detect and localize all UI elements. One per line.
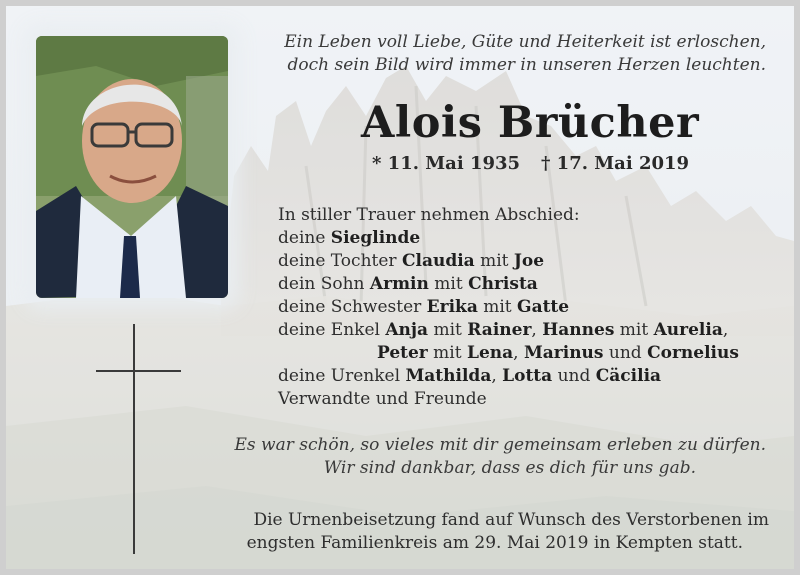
text: ,	[531, 320, 543, 340]
closing-line1: Die Urnenbeisetzung fand auf Wunsch des Verstorbenen im	[253, 510, 769, 530]
name: Lena	[466, 343, 514, 363]
text: ,	[513, 343, 524, 363]
text: ,	[722, 320, 729, 340]
text: deine	[278, 228, 331, 248]
quote-bottom-line1: Es war schön, so vieles mit dir gemeinsam erleben zu dürfen.	[234, 435, 766, 455]
name: Rainer	[467, 320, 532, 340]
quote-top-line2: doch sein Bild wird immer in unseren Herzen leuchten.	[287, 55, 766, 75]
text: mit	[427, 343, 467, 363]
text: deine Schwester	[278, 297, 427, 317]
name: Claudia	[401, 251, 475, 271]
name: Armin	[369, 274, 429, 294]
cross-icon-bar	[96, 370, 181, 372]
text: dein Sohn	[278, 274, 370, 294]
mourner-line-great-grandchildren	[278, 365, 661, 388]
mourner-line-son	[278, 273, 538, 296]
birth-date: * 11. Mai 1935	[372, 153, 521, 174]
text: mit	[477, 297, 518, 317]
name: Hannes	[542, 320, 615, 340]
name: Erika	[426, 297, 478, 317]
text: mit	[614, 320, 654, 340]
closing-line2: engsten Familienkreis am 29. Mai 2019 in Kempten statt.	[246, 533, 743, 553]
mourner-line-partner	[278, 227, 420, 250]
name: Cornelius	[647, 343, 739, 363]
mourner-line-relatives: Verwandte und Freunde	[278, 389, 487, 409]
text: ,	[491, 366, 503, 386]
death-date: † 17. Mai 2019	[541, 153, 690, 174]
text: und	[603, 343, 648, 363]
mourner-line-daughter	[278, 250, 544, 273]
quote-top-line1: Ein Leben voll Liebe, Güte und Heiterkeit ist erloschen,	[284, 32, 766, 52]
text: deine Tochter	[278, 251, 402, 271]
name: Christa	[468, 274, 538, 294]
text: und	[552, 366, 596, 386]
name: Sieglinde	[330, 228, 421, 248]
name: Aurelia	[653, 320, 723, 340]
mourners-intro: In stiller Trauer nehmen Abschied:	[278, 205, 580, 225]
name: Joe	[513, 251, 545, 271]
name: Mathilda	[405, 366, 492, 386]
mourner-line-grandchildren-2	[377, 342, 739, 365]
text: deine Urenkel	[278, 366, 406, 386]
text: deine Enkel	[278, 320, 386, 340]
text: mit	[474, 251, 514, 271]
portrait-photo-image	[36, 36, 228, 298]
deceased-name: Alois Brücher	[361, 98, 700, 148]
name: Anja	[385, 320, 429, 340]
name: Gatte	[517, 297, 570, 317]
name: Lotta	[502, 366, 553, 386]
text: mit	[428, 274, 469, 294]
name: Cäcilia	[595, 366, 662, 386]
text: mit	[428, 320, 468, 340]
mourner-line-grandchildren	[278, 319, 728, 342]
quote-bottom-line2: Wir sind dankbar, dass es dich für uns gab.	[323, 458, 696, 478]
portrait-photo	[36, 36, 228, 298]
name: Marinus	[523, 343, 604, 363]
mourner-line-sister	[278, 296, 569, 319]
name: Peter	[377, 343, 428, 363]
cross-icon	[133, 324, 135, 554]
